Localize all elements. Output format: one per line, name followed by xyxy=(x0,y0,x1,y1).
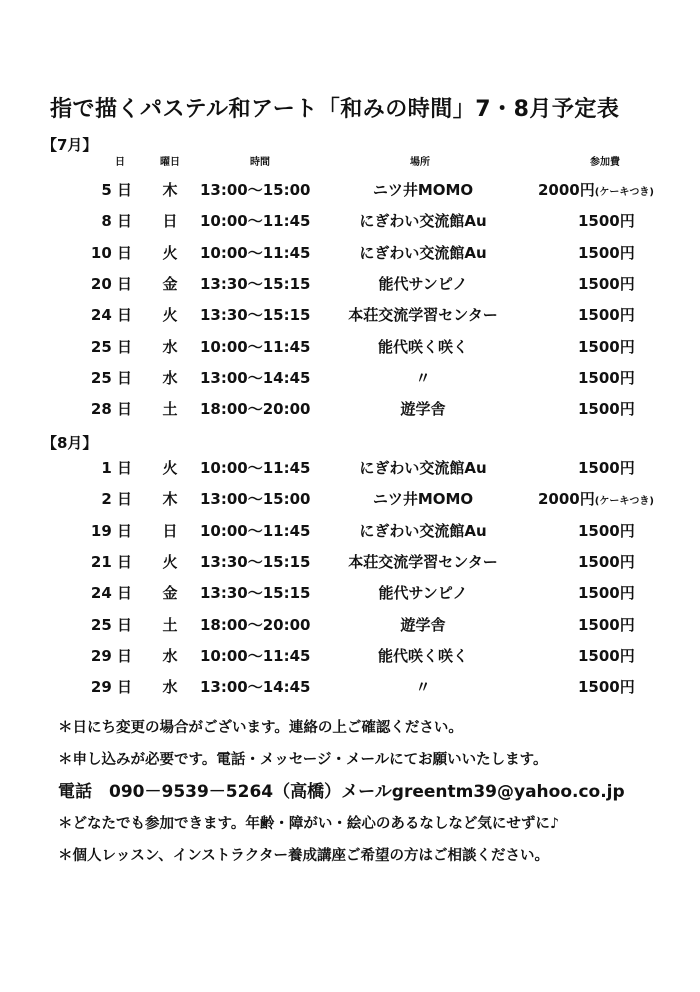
weekday-cell: 木 xyxy=(162,181,178,199)
fee-note: (ケーキつき) xyxy=(594,187,654,198)
schedule-row xyxy=(0,237,700,267)
place-cell: 本荘交流学習センター xyxy=(348,552,498,571)
weekday-cell: 火 xyxy=(162,243,178,262)
time-cell: 13:00～15:00 xyxy=(200,181,311,199)
time-cell: 10:00～11:45 xyxy=(200,337,311,356)
fee-cell xyxy=(538,488,688,509)
header-day: 日 xyxy=(115,157,125,168)
time-cell: 13:30～15:15 xyxy=(200,584,311,603)
fee-amount: 1500円 xyxy=(578,459,635,477)
fee-amount: 1500円 xyxy=(578,400,635,419)
schedule-row xyxy=(0,331,700,361)
time-cell: 10:00～11:45 xyxy=(200,243,311,262)
schedule-row xyxy=(0,640,700,670)
fee-cell xyxy=(578,304,700,325)
place-cell: にぎわい交流館Au xyxy=(359,521,487,540)
place-cell: 遊学舎 xyxy=(400,615,446,634)
day-cell: 29 日 xyxy=(90,646,132,665)
place-cell: ニツ井MOMO xyxy=(372,181,474,199)
schedule-row xyxy=(0,362,700,392)
fee-cell xyxy=(578,520,700,541)
fee-cell xyxy=(578,336,700,357)
weekday-cell: 火 xyxy=(162,306,178,325)
weekday-cell: 水 xyxy=(162,646,178,665)
day-cell: 2 日 xyxy=(101,490,132,509)
fee-cell xyxy=(538,179,688,200)
section-label-july: 【7月】 xyxy=(42,136,98,154)
fee-amount: 1500円 xyxy=(578,646,635,665)
time-cell: 13:30～15:15 xyxy=(200,306,311,325)
time-cell: 13:00～15:00 xyxy=(200,490,311,509)
fee-amount: 2000円 xyxy=(538,490,595,509)
place-cell: ニツ井MOMO xyxy=(372,490,474,509)
page-title: 指で描くパステル和アート「和みの時間」7・8月予定表 xyxy=(50,97,620,122)
fee-cell xyxy=(578,242,700,263)
fee-cell xyxy=(578,210,700,231)
place-cell: 能代サンピノ xyxy=(378,584,468,603)
fee-amount: 1500円 xyxy=(578,615,635,634)
day-cell: 19 日 xyxy=(90,521,132,540)
section-label-august: 【8月】 xyxy=(42,434,98,452)
weekday-cell: 日 xyxy=(162,212,178,231)
schedule-row xyxy=(0,483,700,513)
fee-amount: 1500円 xyxy=(578,521,635,540)
time-cell: 18:00～20:00 xyxy=(200,615,311,634)
fee-amount: 1500円 xyxy=(578,552,635,571)
day-cell: 1 日 xyxy=(101,459,132,477)
fee-cell xyxy=(578,273,700,294)
schedule-row xyxy=(0,268,700,298)
weekday-cell: 金 xyxy=(162,584,178,603)
weekday-cell: 木 xyxy=(162,490,178,509)
day-cell: 29 日 xyxy=(90,678,132,697)
header-weekday: 曜日 xyxy=(160,157,180,168)
weekday-cell: 土 xyxy=(162,615,178,634)
table-header xyxy=(0,153,700,169)
note-application: ＊申し込みが必要です。電話・メッセージ・メールにてお願いいたします。 xyxy=(58,752,548,768)
time-cell: 10:00～11:45 xyxy=(200,521,311,540)
fee-amount: 1500円 xyxy=(578,306,635,325)
fee-cell xyxy=(578,676,700,697)
fee-cell xyxy=(578,582,700,603)
time-cell: 13:30～15:15 xyxy=(200,552,311,571)
place-cell: にぎわい交流館Au xyxy=(359,212,487,231)
fee-cell xyxy=(578,645,700,666)
day-cell: 28 日 xyxy=(90,400,132,419)
time-cell: 13:00～14:45 xyxy=(200,368,311,387)
day-cell: 20 日 xyxy=(90,274,132,293)
fee-amount: 1500円 xyxy=(578,678,635,697)
fee-cell xyxy=(578,551,700,572)
place-cell: 遊学舎 xyxy=(400,400,446,419)
note-lessons: ＊個人レッスン、インストラクター養成講座ご希望の方はご相談ください。 xyxy=(58,848,549,864)
fee-cell xyxy=(578,398,700,419)
day-cell: 24 日 xyxy=(90,584,132,603)
header-time: 時間 xyxy=(250,157,270,168)
note-anyone: ＊どなたでも参加できます。年齢・障がい・絵心のあるなしなど気にせずに♪ xyxy=(58,816,560,832)
fee-amount: 1500円 xyxy=(578,212,635,231)
time-cell: 10:00～11:45 xyxy=(200,646,311,665)
place-cell: 能代サンピノ xyxy=(378,274,468,293)
day-cell: 25 日 xyxy=(90,337,132,356)
fee-amount: 1500円 xyxy=(578,584,635,603)
fee-amount: 1500円 xyxy=(578,368,635,387)
header-place: 場所 xyxy=(410,157,430,168)
schedule-row xyxy=(0,452,700,482)
fee-amount: 2000円 xyxy=(538,181,595,199)
weekday-cell: 水 xyxy=(162,337,178,356)
fee-note: (ケーキつき) xyxy=(594,496,654,508)
fee-cell xyxy=(578,457,700,478)
time-cell: 13:30～15:15 xyxy=(200,274,311,293)
schedule-row xyxy=(0,299,700,329)
day-cell: 21 日 xyxy=(90,552,132,571)
fee-amount: 1500円 xyxy=(578,337,635,356)
place-cell: 〃 xyxy=(415,368,431,387)
time-cell: 10:00～11:45 xyxy=(200,212,311,231)
weekday-cell: 水 xyxy=(162,368,178,387)
weekday-cell: 金 xyxy=(162,274,178,293)
weekday-cell: 火 xyxy=(162,459,178,477)
schedule-row xyxy=(0,393,700,423)
fee-amount: 1500円 xyxy=(578,274,635,293)
schedule-row xyxy=(0,577,700,607)
contact-line: 電話 090－9539－5264（高橋）メールgreentm39@yahoo.co.jp xyxy=(58,782,625,802)
time-cell: 10:00～11:45 xyxy=(200,459,311,477)
place-cell: 本荘交流学習センター xyxy=(348,306,498,325)
fee-cell xyxy=(578,367,700,388)
weekday-cell: 水 xyxy=(162,678,178,697)
day-cell: 25 日 xyxy=(90,368,132,387)
notes xyxy=(58,712,688,872)
place-cell: 能代咲く咲く xyxy=(377,337,468,356)
time-cell: 13:00～14:45 xyxy=(200,678,311,697)
note-date-change: ＊日にち変更の場合がございます。連絡の上ご確認ください。 xyxy=(58,720,463,736)
place-cell: にぎわい交流館Au xyxy=(359,459,487,477)
fee-cell xyxy=(578,614,700,635)
schedule-row xyxy=(0,515,700,545)
day-cell: 8 日 xyxy=(101,212,132,231)
fee-amount: 1500円 xyxy=(578,243,635,262)
place-cell: 能代咲く咲く xyxy=(377,646,468,665)
day-cell: 10 日 xyxy=(90,243,132,262)
schedule-row xyxy=(0,671,700,701)
day-cell: 25 日 xyxy=(90,615,132,634)
schedule-row xyxy=(0,546,700,576)
time-cell: 18:00～20:00 xyxy=(200,400,311,419)
schedule-row xyxy=(0,174,700,204)
weekday-cell: 火 xyxy=(162,552,178,571)
day-cell: 24 日 xyxy=(90,306,132,325)
weekday-cell: 日 xyxy=(162,521,178,540)
schedule-row xyxy=(0,205,700,235)
header-fee: 参加費 xyxy=(590,157,620,168)
place-cell: にぎわい交流館Au xyxy=(359,243,487,262)
place-cell: 〃 xyxy=(415,678,431,697)
weekday-cell: 土 xyxy=(162,400,178,419)
schedule-row xyxy=(0,609,700,639)
day-cell: 5 日 xyxy=(101,181,132,199)
